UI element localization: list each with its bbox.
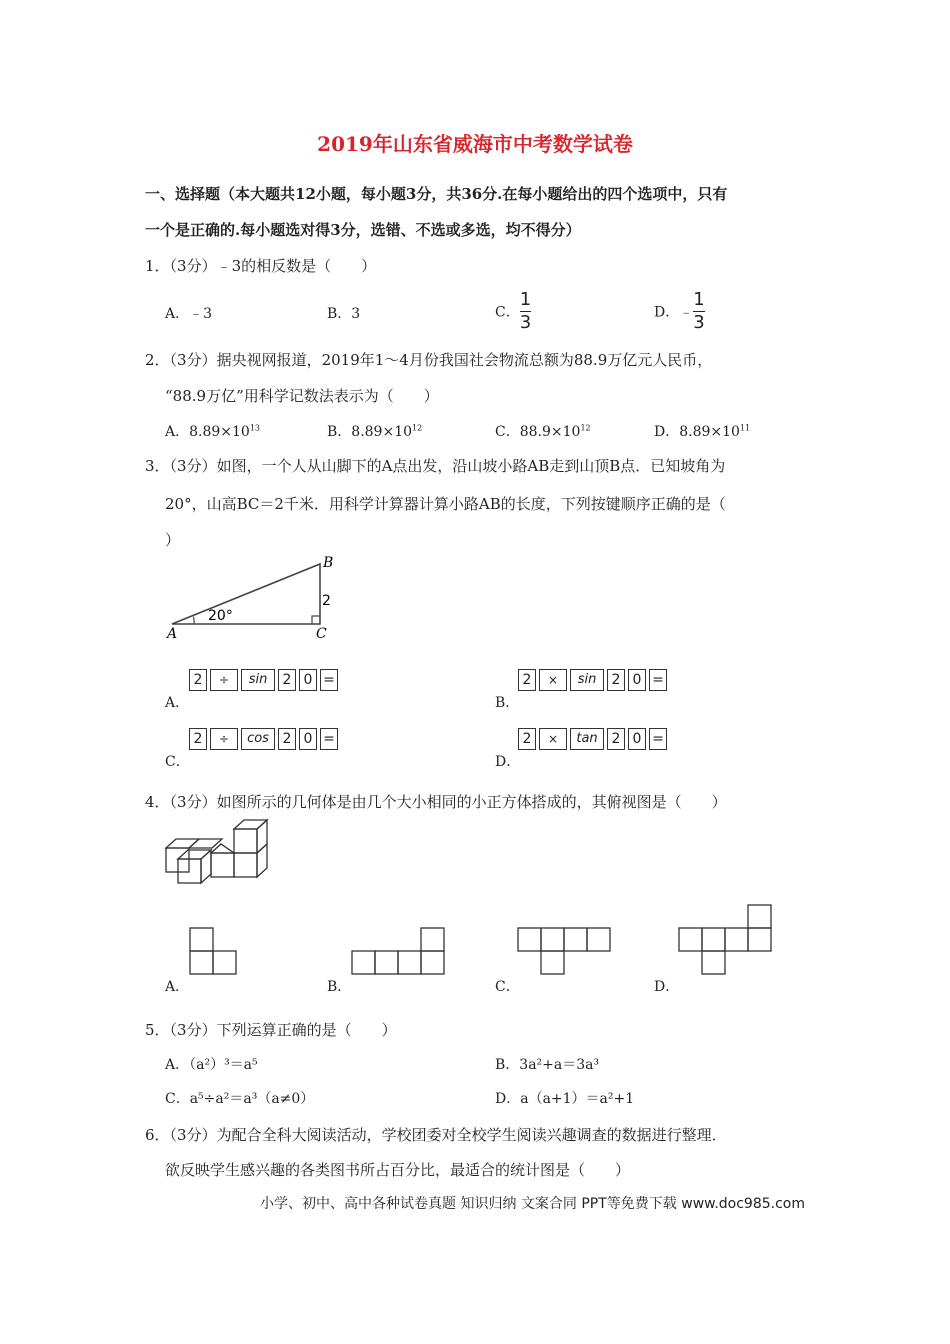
q4-option-a-label: A．	[165, 979, 190, 995]
option-text: D．8.89×10	[654, 424, 740, 440]
key: 0	[299, 728, 317, 750]
key: 2	[189, 728, 207, 750]
q5-option-b: B．3a²+a＝3a³	[495, 1057, 600, 1073]
q4-option-d-view	[677, 902, 775, 977]
key: cos	[241, 728, 275, 750]
key: ×	[539, 669, 567, 691]
q4-option-c-view	[516, 925, 614, 977]
minus-sign: ﹣	[679, 304, 694, 321]
question-2-line2: “88.9万亿”用科学记数法表示为（ ）	[165, 387, 439, 405]
q3-option-c-label: C．	[165, 754, 190, 770]
key: 0	[628, 669, 646, 691]
option-text: B．8.89×10	[327, 424, 413, 440]
key: 2	[278, 728, 296, 750]
question-6-line1: 6．（3分）为配合全科大阅读活动，学校团委对全校学生阅读兴趣调查的数据进行整理．	[145, 1126, 727, 1144]
question-1: 1．（3分）﹣3的相反数是（ ）	[145, 257, 377, 275]
key: ÷	[210, 728, 238, 750]
key: 0	[299, 669, 317, 691]
key: 0	[628, 728, 646, 750]
key: tan	[570, 728, 604, 750]
exponent: 12	[580, 423, 591, 433]
key: ÷	[210, 669, 238, 691]
q2-option-b	[327, 421, 422, 441]
q2-option-a	[165, 421, 260, 441]
section-header-line2: 一个是正确的.每小题选对得3分，选错、不选或多选，均不得分）	[145, 221, 581, 239]
key: =	[320, 728, 338, 750]
q2-option-c	[495, 421, 591, 441]
question-3-line2: 20°，山高BC＝2千米．用科学计算器计算小路AB的长度，下列按键顺序正确的是（	[165, 495, 726, 513]
q1-option-b: B．3	[327, 306, 361, 322]
vertex-b-label: B	[323, 555, 334, 571]
fraction	[520, 291, 531, 332]
key: =	[649, 728, 667, 750]
exponent: 12	[412, 423, 423, 433]
fraction-denominator: 3	[519, 312, 532, 333]
q3-option-c-keys	[189, 728, 341, 750]
question-3-line1: 3．（3分）如图，一个人从山脚下的A点出发，沿山坡小路AB走到山顶B点．已知坡角为	[145, 457, 726, 475]
question-2-line1: 2．（3分）据央视网报道，2019年1～4月份我国社会物流总额为88.9万亿元人民币，	[145, 351, 713, 369]
fraction-denominator: 3	[693, 312, 705, 333]
q5-option-d: D．a（a+1）＝a²+1	[495, 1091, 635, 1107]
key: =	[320, 669, 338, 691]
page-title: 2019年山东省威海市中考数学试卷	[317, 132, 633, 156]
exponent: 11	[739, 423, 751, 433]
vertex-a-label: A	[167, 626, 178, 642]
option-text: C．88.9×10	[495, 424, 581, 440]
q1-option-c-label: C．	[495, 304, 520, 321]
key: sin	[241, 669, 275, 691]
q1-option-c	[495, 291, 531, 332]
question-4: 4．（3分）如图所示的几何体是由几个大小相同的小正方体搭成的，其俯视图是（ ）	[145, 793, 727, 811]
q3-option-d-keys	[518, 728, 670, 750]
exponent: 13	[249, 423, 261, 433]
q5-option-c: C．a⁵÷a²＝a³（a≠0）	[165, 1091, 315, 1107]
key: 2	[278, 669, 296, 691]
key: 2	[518, 728, 536, 750]
slope-triangle-figure	[160, 552, 340, 642]
question-3-line3: ）	[165, 531, 181, 549]
key: =	[649, 669, 667, 691]
q4-option-a-view	[188, 925, 240, 977]
vertex-c-label: C	[316, 626, 327, 642]
fraction-numerator: 1	[693, 289, 705, 310]
section-header-line1: 一、选择题（本大题共12小题，每小题3分，共36分.在每小题给出的四个选项中，只有	[145, 185, 728, 203]
q3-option-a-label: A．	[165, 695, 190, 711]
q3-option-b-label: B．	[495, 695, 520, 711]
fraction	[693, 291, 704, 332]
q3-option-d-label: D．	[495, 754, 521, 770]
fraction-numerator: 1	[519, 289, 532, 310]
footer	[260, 1193, 805, 1213]
q4-option-b-view	[350, 925, 448, 977]
q4-option-b-label: B．	[327, 979, 352, 995]
q5-option-a: A．（a²）³＝a⁵	[165, 1057, 258, 1073]
q1-option-d-label: D．	[654, 304, 680, 321]
key: 2	[189, 669, 207, 691]
q4-option-d-label: D．	[654, 979, 680, 995]
key: sin	[570, 669, 604, 691]
angle-label: 20°	[208, 608, 233, 624]
cube-solid-figure	[158, 815, 278, 890]
footer-link[interactable]: www.doc985.com	[681, 1196, 805, 1212]
height-label: 2	[322, 593, 331, 609]
q3-option-a-keys	[189, 669, 341, 691]
q2-option-d	[654, 421, 750, 441]
question-5: 5．（3分）下列运算正确的是（ ）	[145, 1021, 397, 1039]
q4-option-c-label: C．	[495, 979, 520, 995]
q1-option-d	[654, 291, 705, 332]
key: ×	[539, 728, 567, 750]
key: 2	[607, 669, 625, 691]
option-text: A．8.89×10	[165, 424, 250, 440]
q3-option-b-keys	[518, 669, 670, 691]
q1-option-a: A．﹣3	[165, 306, 213, 322]
footer-text: 小学、初中、高中各种试卷真题 知识归纳 文案合同 PPT等免费下载	[260, 1196, 677, 1212]
key: 2	[607, 728, 625, 750]
key: 2	[518, 669, 536, 691]
question-6-line2: 欲反映学生感兴趣的各类图书所占百分比，最适合的统计图是（ ）	[165, 1161, 631, 1179]
